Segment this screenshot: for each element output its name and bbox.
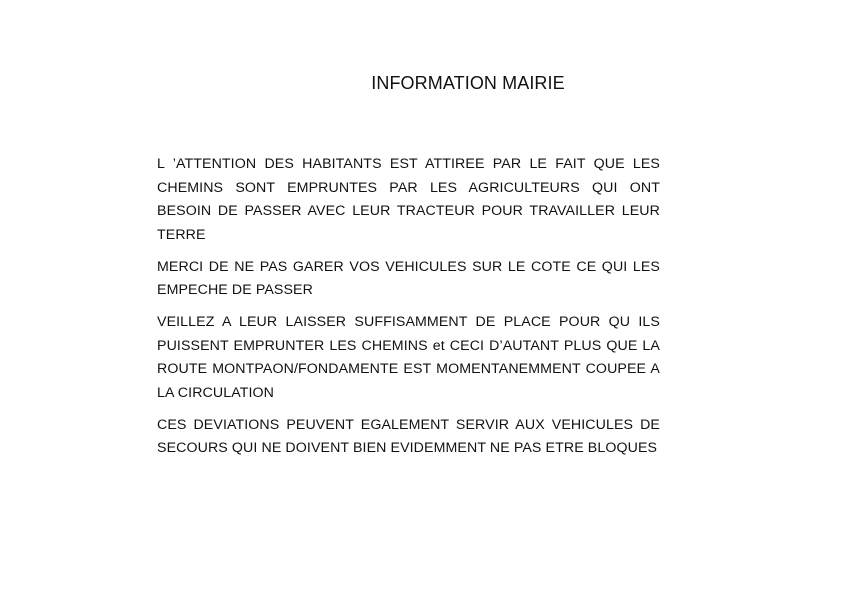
paragraph-emergency-vehicles: CES DEVIATIONS PEUVENT EGALEMENT SERVIR AUX VEHICULES DE SECOURS QUI NE DOIVENT BIEN EVIDEMMENT NE PAS ETRE BLOQUES <box>157 416 660 456</box>
paragraph-tractor-access: L ’ATTENTION DES HABITANTS EST ATTIREE PAR LE FAIT QUE LES CHEMINS SONT EMPRUNTES PAR LES AGRICULTEURS QUI ONT BESOIN DE PASSER AVEC LEUR TRACTEUR POUR TRAVAILLER LEUR TERRE <box>157 156 660 243</box>
notice-body <box>157 153 660 461</box>
paragraph-road-closure: VEILLEZ A LEUR LAISSER SUFFISAMMENT DE PLACE POUR QU ILS PUISSENT EMPRUNTER LES CHEMINS et CECI D’AUTANT PLUS QUE LA ROUTE MONTPAON/FONDAMENTE EST MOMENTANEMMENT COUPEE A LA CIRCULATION <box>157 314 660 401</box>
page-title: INFORMATION MAIRIE <box>371 73 565 93</box>
paragraph-parking-request: MERCI DE NE PAS GARER VOS VEHICULES SUR LE COTE CE QUI LES EMPECHE DE PASSER <box>157 258 660 298</box>
